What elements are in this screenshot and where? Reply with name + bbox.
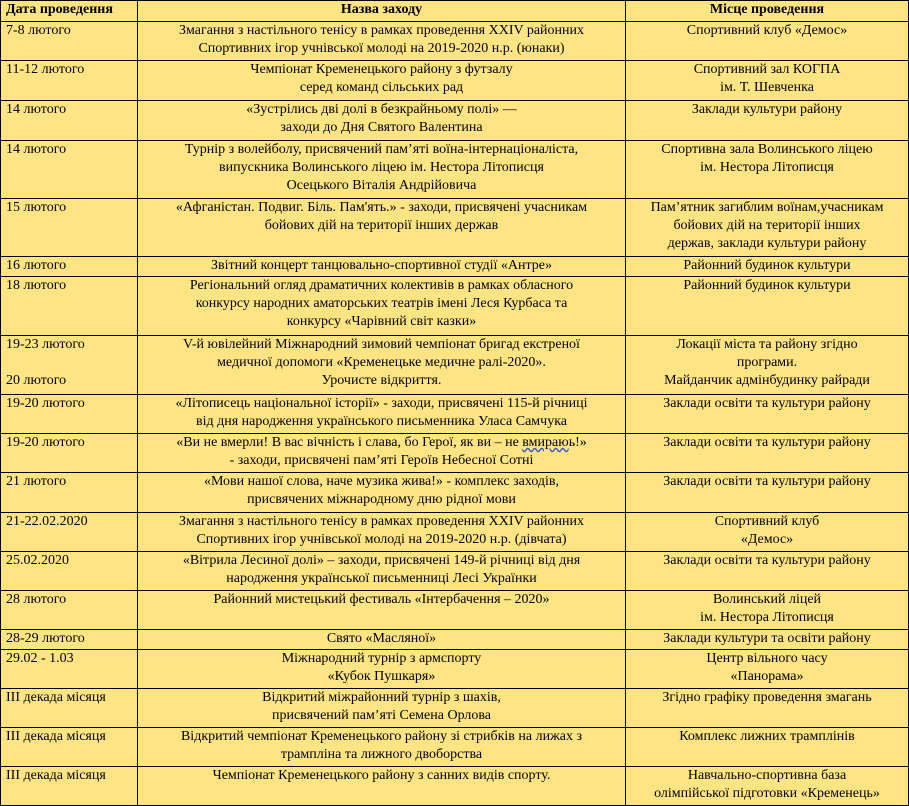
place-line: Районний будинок культури <box>683 278 851 293</box>
name-line: трампліна та лижного двоборства <box>280 747 483 762</box>
table-row <box>1 61 909 101</box>
header-place: Місце проведення <box>626 1 909 22</box>
place-line: Майданчик адмінбудинку райради <box>664 373 870 388</box>
name-line: Турнір з волейболу, присвячений пам’яті воїна-інтернаціоналіста, <box>184 142 579 157</box>
name-line: від дня народження українського письменника Уласа Самчука <box>195 414 568 429</box>
date-line: 19-20 лютого <box>6 396 85 411</box>
event-name <box>138 591 626 630</box>
table-row <box>1 630 909 650</box>
event-name <box>138 61 626 101</box>
event-name <box>138 434 626 473</box>
event-name <box>138 22 626 61</box>
date-line: 14 лютого <box>6 102 67 117</box>
name-line: Спортивних ігор учнівської молоді на 2019-2020 н.р. (дівчата) <box>196 532 567 547</box>
event-name <box>138 767 626 806</box>
event-name <box>138 336 626 395</box>
table-row <box>1 473 909 513</box>
name-line: Відкритий чемпіонат Кременецького району зі стрибків на лижах з <box>180 729 583 744</box>
table-row <box>1 101 909 141</box>
event-place <box>626 22 909 61</box>
table-row <box>1 513 909 552</box>
event-place <box>626 650 909 689</box>
name-line: медичної допомоги «Кременецьке медичне ралі-2020». <box>217 355 546 370</box>
event-place <box>626 101 909 141</box>
event-name <box>138 257 626 277</box>
event-name <box>138 141 626 199</box>
date-line: 25.02.2020 <box>6 553 69 568</box>
table-row <box>1 336 909 395</box>
event-name <box>138 395 626 434</box>
event-place <box>626 552 909 591</box>
event-date <box>1 689 138 728</box>
event-place <box>626 277 909 336</box>
table-row <box>1 650 909 689</box>
place-line: Згідно графіку проведення змагань <box>662 690 872 705</box>
event-place <box>626 141 909 199</box>
event-date <box>1 199 138 257</box>
place-line: Районний будинок культури <box>683 258 851 273</box>
date-line: 11-12 лютого <box>6 62 85 77</box>
name-line: Змагання з настільного тенісу в рамках проведення XXIV районних <box>178 23 585 38</box>
date-line: 21-22.02.2020 <box>6 514 88 529</box>
table-row <box>1 199 909 257</box>
place-line: Спортивна зала Волинського ліцею <box>661 142 873 157</box>
place-line: Заклади культури району <box>691 102 843 117</box>
date-line: ІІІ декада місяця <box>6 690 106 705</box>
name-line: конкурсу народних аматорських театрів імені Леся Курбаса та <box>195 296 568 311</box>
spellcheck-marked-word: вмираю <box>522 435 569 450</box>
event-date <box>1 728 138 767</box>
name-line: Чемпіонат Кременецького району з футзалу <box>250 62 513 77</box>
event-place <box>626 767 909 806</box>
place-line: Комплекс лижних трамплінів <box>679 729 855 744</box>
event-place <box>626 395 909 434</box>
place-line: бойових дій на території інших <box>673 218 861 233</box>
event-place <box>626 689 909 728</box>
table-row <box>1 257 909 277</box>
place-line: Спортивний зал КОГПА <box>693 62 841 77</box>
event-place <box>626 513 909 552</box>
event-name <box>138 199 626 257</box>
name-line: Спортивних ігор учнівської молоді на 2019-2020 н.р. (юнаки) <box>198 41 565 56</box>
event-place <box>626 257 909 277</box>
place-line: «Панорама» <box>730 669 804 684</box>
event-date <box>1 473 138 513</box>
event-date <box>1 257 138 277</box>
date-line: 28-29 лютого <box>6 631 85 646</box>
name-line: Міжнародний турнір з армспорту <box>281 651 482 666</box>
name-line: Осецького Віталія Андрійовича <box>286 178 477 193</box>
header-row <box>1 1 909 22</box>
name-line: народження української письменниці Лесі Українки <box>226 571 537 586</box>
event-name <box>138 650 626 689</box>
place-line: Заклади культури та освіти району <box>663 631 871 646</box>
place-line: «Демос» <box>740 532 794 547</box>
event-date <box>1 434 138 473</box>
event-place <box>626 434 909 473</box>
date-line: 28 лютого <box>6 592 67 607</box>
place-line: ім. Нестора Літописця <box>700 610 834 625</box>
name-line: конкурсу «Чарівний світ казки» <box>286 314 477 329</box>
date-line: 16 лютого <box>6 258 67 273</box>
date-line: 19-23 лютого <box>6 337 85 352</box>
date-line: ІІІ декада місяця <box>6 729 106 744</box>
event-date <box>1 61 138 101</box>
place-line: Пам’ятник загиблим воїнам,учасникам <box>650 200 884 215</box>
date-line <box>6 354 134 372</box>
event-name <box>138 630 626 650</box>
name-line: Свято «Масляної» <box>326 631 437 646</box>
place-line: Заклади освіти та культури району <box>663 396 871 411</box>
place-line: ім. Т. Шевченка <box>720 80 814 95</box>
place-line: Локації міста та району згідно <box>676 337 858 352</box>
place-line: Спортивний клуб <box>714 514 820 529</box>
event-place <box>626 591 909 630</box>
event-date <box>1 767 138 806</box>
place-line: Центр вільного часу <box>706 651 828 666</box>
name-line: «Вітрила Лесиної долі» – заходи, присвячені 149-й річниці від дня <box>182 553 581 568</box>
date-line: 20 лютого <box>6 373 67 388</box>
place-line: держав, заклади культури району <box>667 236 867 251</box>
table-row <box>1 689 909 728</box>
name-line: «Афганістан. Подвиг. Біль. Пам'ять.» - заходи, присвячені учасникам <box>175 200 588 215</box>
date-line: 14 лютого <box>6 142 67 157</box>
table-row <box>1 277 909 336</box>
name-line: Відкритий міжрайонний турнір з шахів, <box>262 690 501 705</box>
place-line: Заклади освіти та культури району <box>663 474 871 489</box>
name-line: бойових дій на території інших держав <box>264 218 499 233</box>
date-line: 15 лютого <box>6 200 67 215</box>
table-row <box>1 395 909 434</box>
event-place <box>626 61 909 101</box>
table-row <box>1 22 909 61</box>
name-line: Регіональний огляд драматичних колективів в рамках обласного <box>189 278 574 293</box>
name-line: «Мови нашої слова, наче музика жива!» - комплекс заходів, <box>203 474 560 489</box>
date-line: 19-20 лютого <box>6 435 85 450</box>
name-line: Чемпіонат Кременецького району з санних видів спорту. <box>212 768 551 783</box>
name-line: Змагання з настільного тенісу в рамках проведення XXIV районних <box>178 514 585 529</box>
place-line: Волинський ліцей <box>712 592 822 607</box>
place-line: ім. Нестора Літописця <box>700 160 834 175</box>
place-line: програми. <box>736 355 798 370</box>
table-row <box>1 728 909 767</box>
event-place <box>626 630 909 650</box>
name-line: «Зустрілись дві долі в безкрайньому полі» — <box>246 102 517 117</box>
header-date: Дата проведення <box>1 1 138 22</box>
table-row <box>1 141 909 199</box>
name-line: - заходи, присвячені пам’яті Героїв Небесної Сотні <box>229 453 534 468</box>
name-line: Районний мистецький фестиваль «Інтербачення – 2020» <box>213 592 550 607</box>
event-name <box>138 689 626 728</box>
event-date <box>1 101 138 141</box>
event-date <box>1 591 138 630</box>
event-place <box>626 473 909 513</box>
name-line <box>141 434 622 452</box>
name-line: присвячених міжнародному дню рідної мови <box>247 492 516 507</box>
event-date <box>1 513 138 552</box>
place-line: Спортивний клуб «Демос» <box>686 23 848 38</box>
place-line: Навчально-спортивна база <box>687 768 847 783</box>
name-line: Урочисте відкриття. <box>321 373 442 388</box>
table-row <box>1 552 909 591</box>
event-date <box>1 277 138 336</box>
name-line: заходи до Дня Святого Валентина <box>280 120 483 135</box>
event-place <box>626 728 909 767</box>
place-line: олімпійської підготовки «Кременець» <box>654 786 880 801</box>
date-line: ІІІ декада місяця <box>6 768 106 783</box>
event-name <box>138 101 626 141</box>
event-date <box>1 552 138 591</box>
table-row <box>1 591 909 630</box>
table-row <box>1 434 909 473</box>
date-line: 29.02 - 1.03 <box>6 651 74 666</box>
table-row <box>1 767 909 806</box>
name-line: V-й ювілейний Міжнародний зимовий чемпіонат бригад екстреної <box>183 337 580 352</box>
event-date <box>1 395 138 434</box>
event-date <box>1 336 138 395</box>
name-line: «Літописець національної історії» - заходи, присвячені 115-й річниці <box>175 396 588 411</box>
place-line: Заклади освіти та культури району <box>663 553 871 568</box>
event-date <box>1 630 138 650</box>
event-name <box>138 473 626 513</box>
name-line: випускника Волинського ліцею ім. Нестора Літописця <box>219 160 544 175</box>
name-line: присвячений пам’яті Семена Орлова <box>271 708 492 723</box>
name-text: ь!» <box>568 435 587 450</box>
date-line: 21 лютого <box>6 474 67 489</box>
name-line: Звітний концерт танцювально-спортивної студії «Антре» <box>211 258 552 273</box>
name-line: серед команд сільських рад <box>299 80 464 95</box>
date-line: 7-8 лютого <box>6 23 71 38</box>
name-text: «Ви не вмерли! В вас вічність і слава, бо Герої, як ви – не <box>176 435 523 450</box>
event-place <box>626 199 909 257</box>
event-name <box>138 277 626 336</box>
table-body <box>1 22 909 806</box>
date-line: 18 лютого <box>6 278 67 293</box>
place-line: Заклади освіти та культури району <box>663 435 871 450</box>
event-name <box>138 552 626 591</box>
event-date <box>1 650 138 689</box>
event-name <box>138 513 626 552</box>
event-name <box>138 728 626 767</box>
header-name: Назва заходу <box>138 1 626 22</box>
event-date <box>1 22 138 61</box>
event-date <box>1 141 138 199</box>
event-place <box>626 336 909 395</box>
name-line: «Кубок Пушкаря» <box>327 669 436 684</box>
